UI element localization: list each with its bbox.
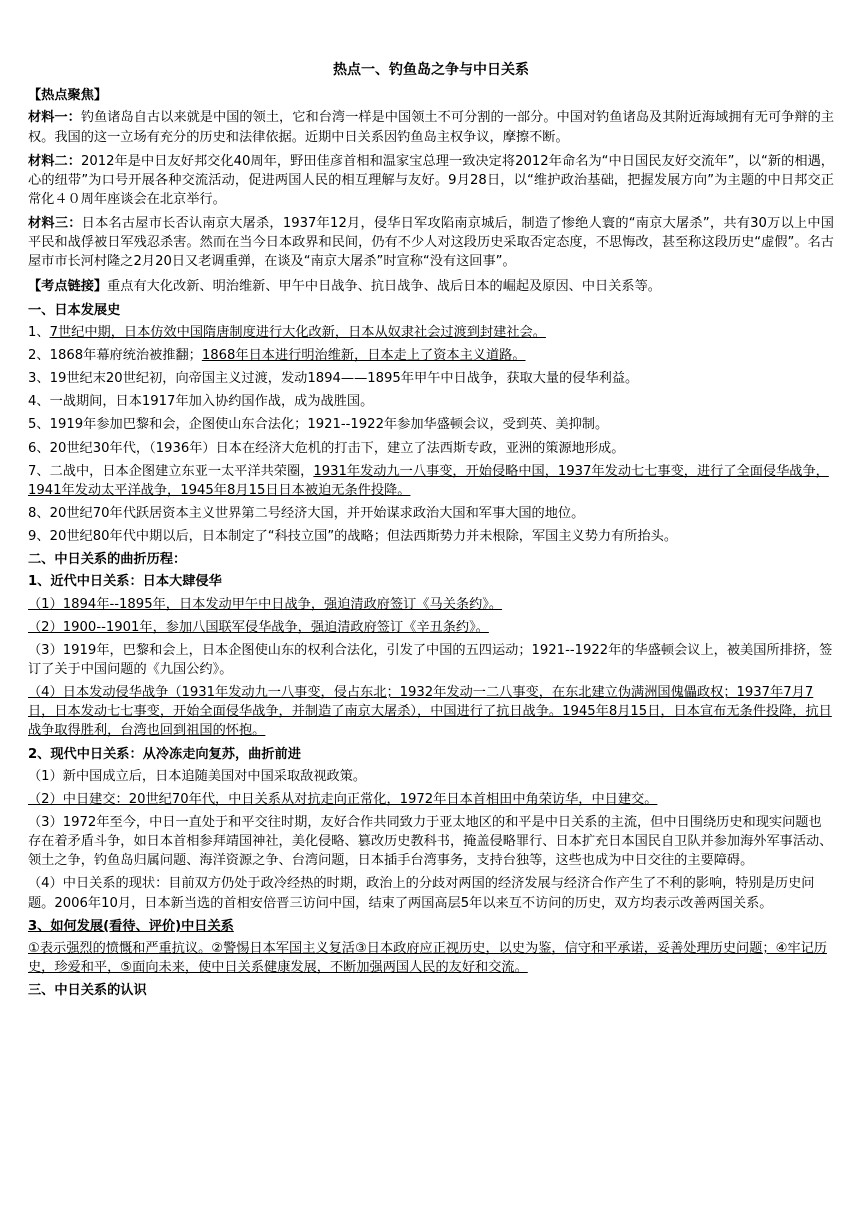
item-text: 7、二战中，日本企图建立东亚一太平洋共荣圈，: [28, 463, 314, 479]
list-item: [28, 504, 834, 523]
item-text: （3）1919年，巴黎和会上，日本企图使山东的权利合法化，引发了中国的五四运动；1921--1922年的华盛顿会议上，被美国所排挤，签订了关于中国问题的《九国公约》。: [28, 642, 833, 677]
item-key-text: （2）1900--1901年，参加八国联军侵华战争，强迫清政府签订《辛丑条约》。: [28, 619, 489, 635]
item-text: （1）新中国成立后，日本追随美国对中国采取敌视政策。: [28, 768, 367, 784]
material-text: 日本名古屋市长否认南京大屠杀，1937年12月，侵华日军攻陷南京城后，制造了惨绝人寰的“南京大屠杀”，共有30万以上中国平民和战俘被日军残忍杀害。然而在当今日本政界和民间，仍有不少人对这段历史采取否定态度，不思悔改，甚至称这段历史“虚假”。名古屋市市长河村隆之2月20日又老调重弹，在谈及“南京大屠杀”时宣称“没有这回事”。: [28, 216, 834, 270]
item-key-text: （4）日本发动侵华战争（1931年发动九一八事变，侵占东北；1932年发动一二八事变，在东北建立伪满洲国傀儡政权；1937年7月7日，日本发动七七事变，开始全面侵华战争，并制造了南京大屠杀），中国进行了抗日战争。1945年8月15日，日本宣布无条件投降，抗日战争取得胜利，台湾也回到祖国的怀抱。: [28, 685, 832, 739]
list-item: [28, 618, 834, 637]
material-label: 材料一：: [28, 110, 81, 126]
item-key-text: 7世纪中期，日本仿效中国隋唐制度进行大化改新，日本从奴隶社会过渡到封建社会。: [49, 324, 546, 340]
subsection-1-heading: 1、近代中日关系：日本大肆侵华: [28, 574, 222, 590]
list-item: [28, 641, 834, 679]
item-key-text: （2）中日建交：20世纪70年代，中日关系从对抗走向正常化，1972年日本首相田中角荣访华，中日建交。: [28, 791, 658, 807]
list-item: [28, 683, 834, 740]
material-text: 2012年是中日友好邦交化40周年，野田佳彦首相和温家宝总理一致决定将2012年命名为“中日国民友好交流年”，以“新的相遇，心的纽带”为口号开展各种交流活动，促进两国人民的相互理解与友好。9月28日，以“维护政治基础，把握发展方向”为主题的中日邦交正常化４０周年座谈会在北京举行。: [28, 153, 834, 207]
item-text: 9、20世纪80年代中期以后，日本制定了“科技立国”的战略；但法西斯势力并未根除，军国主义势力有所抬头。: [28, 529, 678, 545]
list-item: [28, 874, 834, 912]
material-text: 钓鱼诸岛自古以来就是中国的领土，它和台湾一样是中国领土不可分割的一部分。中国对钓鱼诸岛及其附近海域拥有无可争辩的主权。我国的这一立场有充分的历史和法律依据。近期中日关系因钓鱼岛主权争议，摩擦不断。: [28, 110, 834, 145]
list-item: [28, 767, 834, 786]
item-key-text: 1931年发动九一八事变，开始侵略中国，1937年发动七七事变，进行了全面侵华战争，1941年发动太平洋战争，1945年8月15日日本被迫无条件投降。: [28, 463, 829, 498]
item-text: 8、20世纪70年代跃居资本主义世界第二号经济大国，并开始谋求政治大国和军事大国的地位。: [28, 505, 585, 521]
subsection-3-heading: 3、如何发展(看待、评价)中日关系: [28, 918, 234, 934]
item-key-text: （1）1894年--1895年，日本发动甲午中日战争，强迫清政府签订《马关条约》。: [28, 596, 503, 612]
list-item: [28, 462, 834, 500]
section-2-heading: 二、中日关系的曲折历程：: [28, 552, 187, 568]
list-item: [28, 323, 834, 342]
exam-link-text: 重点有大化改新、明治维新、甲午中日战争、抗日战争、战后日本的崛起及原因、中日关系等。: [107, 278, 661, 294]
material-3: [28, 214, 834, 271]
item-text: 1、: [28, 324, 50, 340]
item-text: 6、20世纪30年代，（1936年）日本在经济大危机的打击下，建立了法西斯专政，亚洲的策源地形成。: [28, 440, 625, 456]
list-item: [28, 813, 834, 870]
item-text: 5、1919年参加巴黎和会，企图使山东合法化；1921--1922年参加华盛顿会议，受到英、美抑制。: [28, 417, 609, 433]
item-text: 4、一战期间，日本1917年加入协约国作战，成为战胜国。: [28, 394, 374, 410]
item-text: 2、1868年幕府统治被推翻；: [28, 347, 202, 363]
section-1-heading: 一、日本发展史: [28, 302, 121, 318]
focus-heading: 【热点聚焦】: [28, 88, 108, 104]
material-1: [28, 108, 834, 146]
exam-link-label: 【考点链接】: [28, 278, 108, 294]
list-item: [28, 346, 834, 365]
section-3-heading: 三、中日关系的认识: [28, 983, 147, 999]
subsection-2-heading: 2、现代中日关系：从冷冻走向复苏，曲折前进: [28, 746, 301, 762]
list-item: [28, 415, 834, 434]
item-text: （3）1972年至今，中日一直处于和平交往时期，友好合作共同致力于亚太地区的和平是中日关系的主流，但中日围绕历史和现实问题也存在着矛盾斗争，如日本首相参拜靖国神社，美化侵略、篡改历史教科书，掩盖侵略罪行、日本扩充日本国民自卫队并参加海外军事活动、领土之争，钓鱼岛归属问题、海洋资源之争、台湾问题，日本插手台湾事务，支持台独等，这些也成为中日交往的主要障碍。: [28, 814, 833, 869]
list-item: [28, 369, 834, 388]
list-item: [28, 790, 834, 809]
item-key-text: 1868年日本进行明治维新，日本走上了资本主义道路。: [201, 347, 526, 363]
list-item: [28, 527, 834, 546]
material-label: 材料三：: [28, 216, 82, 232]
evaluation-text: ①表示强烈的愤慨和严重抗议。②警惕日本军国主义复活③日本政府应正视历史，以史为鉴，信守和平承诺，妥善处理历史问题；④牢记历史，珍爱和平，⑤面向未来，使中日关系健康发展，不断加强两国人民的友好和交流。: [28, 940, 827, 975]
material-label: 材料二：: [28, 153, 81, 169]
material-2: [28, 152, 834, 209]
list-item: [28, 392, 834, 411]
list-item: [28, 439, 834, 458]
section-1-list: [28, 323, 834, 546]
document-page: [28, 60, 834, 1003]
list-item: [28, 595, 834, 614]
page-title: 热点一、钓鱼岛之争与中日关系: [333, 62, 529, 78]
item-text: 3、19世纪末20世纪初，向帝国主义过渡，发动1894——1895年甲午中日战争，获取大量的侵华利益。: [28, 371, 639, 387]
item-text: （4）中日关系的现状：目前双方仍处于政冷经热的时期，政治上的分歧对两国的经济发展与经济合作产生了不利的影响，特别是历史问题。2006年10月，日本新当选的首相安倍晋三访问中国，结束了两国高层5年以来互不访问的历史，双方均表示改善两国关系。: [28, 876, 815, 911]
exam-link: [28, 277, 834, 296]
